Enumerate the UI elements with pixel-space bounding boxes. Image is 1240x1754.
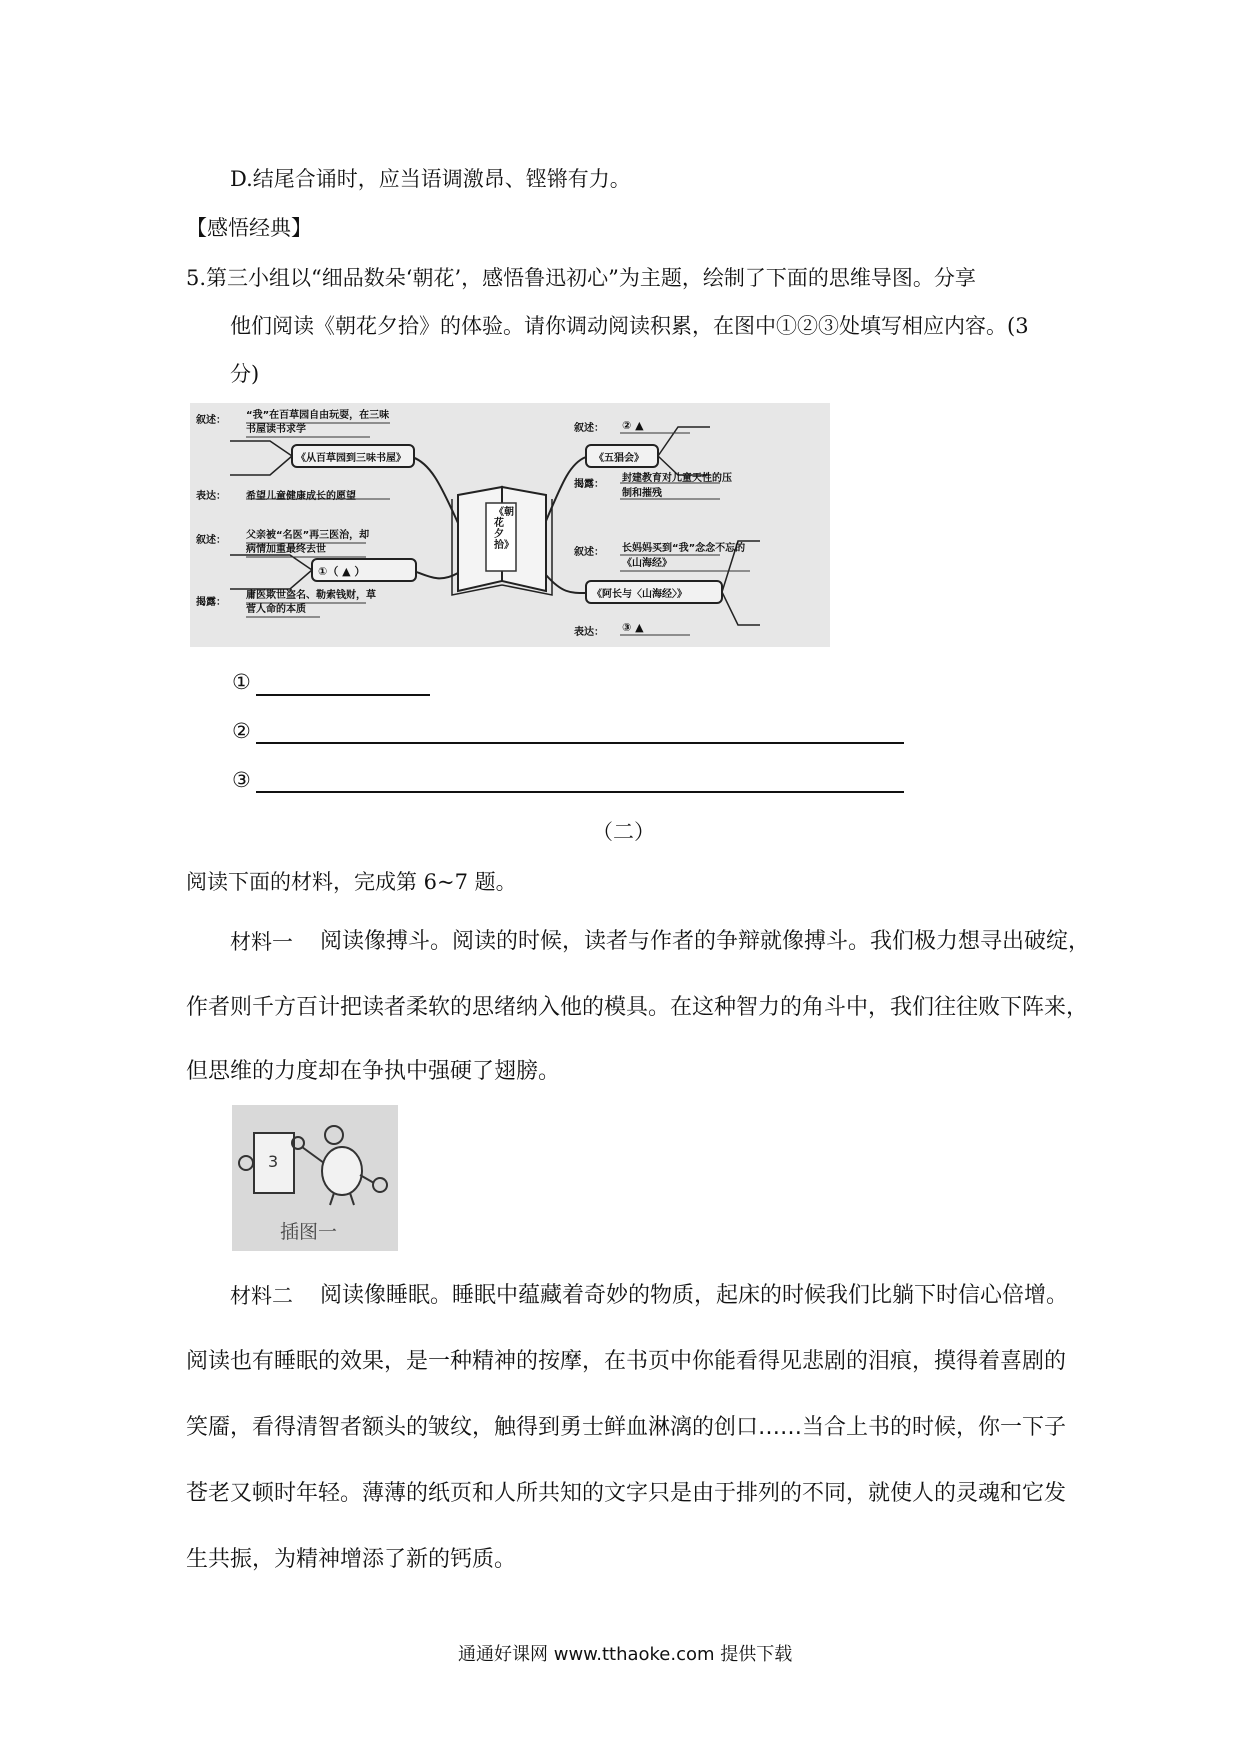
part-two-heading: （二）	[592, 820, 655, 844]
material-1-line-1: 阅读像搏斗。阅读的时候，读者与作者的争辩就像搏斗。我们极力想寻出破绽，	[320, 929, 1091, 954]
mm-rb-row2-text: ③ ▲	[622, 621, 644, 634]
mm-lt-row1-tag: 叙述：	[196, 415, 226, 426]
mm-rt-node: 《五猖会》	[594, 453, 644, 464]
mm-lb-row2-text: 庸医欺世盗名、勒索钱财，草菅人命的本质	[246, 590, 376, 615]
material-2-line-5: 生共振，为精神增添了新的钙质。	[186, 1547, 517, 1572]
mm-lb-row1-tag: 叙述：	[196, 535, 226, 546]
answer-1-field[interactable]	[256, 694, 430, 696]
mm-rt-row1-text: ② ▲	[622, 419, 644, 432]
mm-lb-row1-text: 父亲被“名医”再三医治，却病情加重最终去世	[246, 530, 370, 555]
material-1-line-2: 作者则千方百计把读者柔软的思绪纳入他的模具。在这种智力的角斗中，我们往往败下阵来，	[186, 995, 1089, 1020]
mm-lt-node: 《从百草园到三味书屋》	[296, 453, 406, 464]
question-5-line-3: 分)	[230, 362, 260, 386]
question-5-line-1: 5.第三小组以“细品数朵‘朝花’，感悟鲁迅初心”为主题，绘制了下面的思维导图。分享	[186, 266, 976, 290]
mm-lt-row2-text: 希望儿童健康成长的愿望	[246, 491, 356, 502]
answer-2-field[interactable]	[256, 742, 904, 744]
answer-1-label: ①	[232, 670, 251, 694]
material-2-line-4: 苍老又顿时年轻。薄薄的纸页和人所共知的文字只是由于排列的不同，就使人的灵魂和它发	[186, 1481, 1067, 1506]
mind-map-center: 《朝花夕拾》	[494, 507, 514, 551]
svg-text:3: 3	[268, 1152, 279, 1171]
question-5-line-2: 他们阅读《朝花夕拾》的体验。请你调动阅读积累，在图中①②③处填写相应内容。(3	[230, 314, 1029, 338]
mm-lt-row1-text: “我”在百草园自由玩耍，在三味书屋读书求学	[246, 410, 390, 435]
mm-rb-row1-text: 长妈妈买到“我”念念不忘的《山海经》	[622, 543, 746, 569]
material-1-label: 材料一	[230, 930, 293, 954]
mm-rb-node: 《阿长与〈山海经〉》	[592, 589, 687, 600]
mind-map	[190, 403, 830, 647]
section-heading: 【感悟经典】	[186, 216, 312, 240]
material-2-line-1: 阅读像睡眠。睡眠中蕴藏着奇妙的物质，起床的时候我们比躺下时信心倍增。	[320, 1283, 1069, 1308]
mm-rt-row2-tag: 揭露：	[574, 479, 604, 490]
mm-rb-row2-tag: 表达：	[574, 627, 604, 638]
mm-rb-row1-tag: 叙述：	[574, 547, 604, 558]
option-d: D.结尾合诵时，应当语调激昂、铿锵有力。	[230, 167, 631, 191]
material-2-line-2: 阅读也有睡眠的效果，是一种精神的按摩，在书页中你能看得见悲剧的泪痕，摸得着喜剧的	[186, 1349, 1067, 1374]
material-2-label: 材料二	[230, 1284, 293, 1308]
mm-lb-node: ①（ ▲ ）	[318, 565, 366, 578]
mm-lt-row2-tag: 表达：	[196, 491, 226, 502]
mm-rt-row1-tag: 叙述：	[574, 423, 604, 434]
mm-lb-row2-tag: 揭露：	[196, 597, 226, 608]
answer-3-field[interactable]	[256, 791, 904, 793]
answer-3-label: ③	[232, 768, 251, 792]
reading-intro: 阅读下面的材料，完成第 6~7 题。	[186, 870, 517, 894]
material-2-line-3: 笑靥，看得清智者额头的皱纹，触得到勇士鲜血淋漓的创口……当合上书的时候，你一下子	[186, 1415, 1067, 1440]
illustration-caption: 插图一	[280, 1221, 338, 1243]
illustration-1	[232, 1105, 398, 1251]
answer-2-label: ②	[232, 719, 251, 743]
material-1-line-3: 但思维的力度却在争执中强硬了翅膀。	[186, 1059, 561, 1084]
mm-rt-row2-text: 封建教育对儿童天性的压制和摧残	[622, 473, 732, 499]
page-footer: 通通好课网 www.tthaoke.com 提供下载	[458, 1644, 793, 1665]
